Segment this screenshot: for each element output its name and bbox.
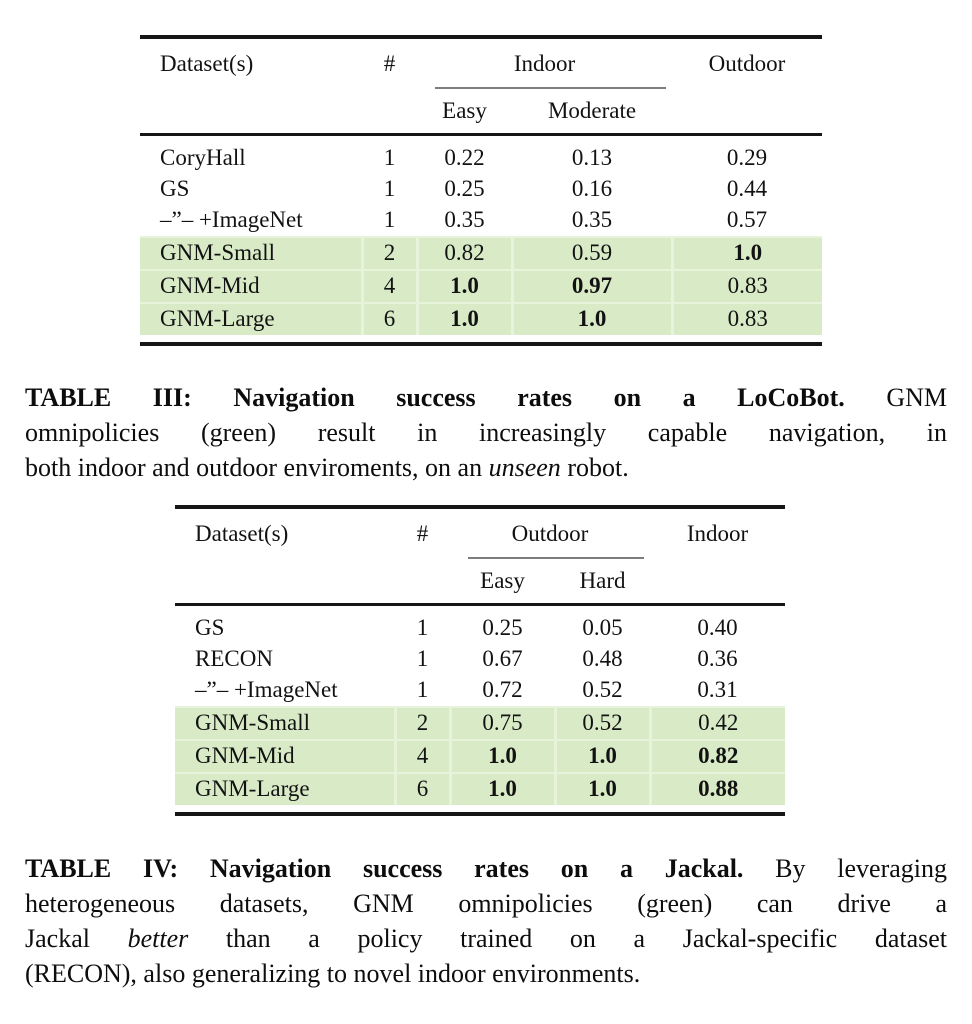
table-row [175,675,785,707]
dataset-cell: –”– +ImageNet [195,677,338,702]
value-cell: 0.52 [555,707,650,740]
table-row [140,143,822,174]
caption-text: (RECON), also generalizing to novel indoor environments. [25,959,641,988]
table-iv-caption [25,851,947,991]
value-cell: 1 [383,207,396,232]
dataset-cell: GNM-Large [140,303,362,335]
dataset-cell: RECON [195,646,273,671]
table-iii-header [140,37,822,134]
value-cell: 0.67 [482,646,523,671]
value-cell: 0.48 [582,646,623,671]
table-row [175,740,785,773]
table-row [140,205,822,237]
value-cell: 1.0 [417,270,512,303]
value-cell: 0.88 [650,773,785,805]
table-iii-caption [25,380,947,485]
col-header-easy: Easy [480,567,525,593]
value-cell: 0.57 [726,207,768,232]
col-header-outdoor: Outdoor [708,51,786,76]
value-cell: 0.82 [650,740,785,773]
value-cell: 1.0 [555,773,650,805]
value-cell: 1 [416,615,429,640]
value-cell: 1.0 [555,740,650,773]
value-cell: 1 [416,677,429,702]
caption-bold-text: TABLE III: Navigation success rates on a LoCoBot. [25,383,845,412]
value-cell: 2 [395,707,450,740]
value-cell: 4 [395,740,450,773]
value-cell: 0.82 [417,237,512,270]
value-cell: 1.0 [450,740,555,773]
table-iv-header [175,507,785,604]
caption-italic-text: better [127,924,189,953]
empty-cell [395,559,450,604]
value-cell: 0.25 [482,615,523,640]
col-header-count: # [416,521,429,546]
dataset-cell: GNM-Small [140,237,362,270]
caption-line [25,851,947,886]
table-row [140,174,822,205]
caption-text: omnipolicies (green) result in increasingly capable navigation, in [25,418,947,447]
group-label: Indoor [513,51,576,76]
value-cell: 0.44 [726,176,768,201]
value-cell: 0.31 [697,677,738,702]
spacer [140,335,822,344]
col-header-group-indoor [417,37,672,89]
caption-line [25,380,947,415]
value-cell: 0.35 [571,207,613,232]
value-cell: 0.75 [450,707,555,740]
caption-line [25,450,947,485]
caption-text: By leveraging [743,854,947,883]
value-cell: 2 [362,237,417,270]
value-cell: 1.0 [512,303,672,335]
col-header-group-outdoor [450,507,650,559]
caption-text: both indoor and outdoor enviroments, on an [25,453,489,482]
value-cell: 0.36 [697,646,738,671]
col-header-datasets: Dataset(s) [195,521,289,546]
col-header-count: # [383,51,396,76]
col-header-datasets: Dataset(s) [160,51,254,76]
value-cell: 0.40 [697,615,738,640]
value-cell: 0.42 [650,707,785,740]
table-iii-body [140,143,822,335]
value-cell: 0.22 [444,145,485,170]
value-cell: 0.35 [444,207,485,232]
caption-line [25,415,947,450]
value-cell: 1 [383,176,396,201]
value-cell: 1.0 [417,303,512,335]
value-cell: 0.83 [672,303,822,335]
table-row [140,237,822,270]
table-row [175,644,785,675]
table-iii [140,35,822,346]
value-cell: 1.0 [672,237,822,270]
col-header-hard: Hard [579,567,626,593]
value-cell: 0.29 [726,145,768,170]
value-cell: 6 [395,773,450,805]
value-cell: 1.0 [450,773,555,805]
value-cell: 6 [362,303,417,335]
value-cell: 1 [416,646,429,671]
caption-line [25,956,947,991]
caption-text: Jackal [25,924,128,953]
group-label: Outdoor [511,521,589,546]
value-cell: 0.52 [582,677,623,702]
caption-bold-text: TABLE IV: Navigation success rates on a Jackal. [25,854,744,883]
caption-line [25,886,947,921]
value-cell: 0.59 [512,237,672,270]
dataset-cell: CoryHall [160,145,246,170]
table-row [140,270,822,303]
table-row [175,773,785,805]
value-cell: 0.16 [571,176,613,201]
caption-text: robot. [560,453,629,482]
spacer [140,134,822,143]
table-row [175,707,785,740]
dataset-cell: GNM-Small [175,707,395,740]
dataset-cell: GNM-Mid [175,740,395,773]
caption-line [25,921,947,956]
table-row [140,303,822,335]
caption-italic-text: unseen [488,453,561,482]
caption-text: than a policy trained on a Jackal-specific dataset [188,924,948,953]
empty-cell [140,89,362,134]
dataset-cell: GNM-Large [175,773,395,805]
col-header-easy: Easy [442,97,487,123]
col-header-moderate: Moderate [547,97,637,123]
value-cell: 0.97 [512,270,672,303]
empty-cell [362,89,417,134]
value-cell: 0.72 [482,677,523,702]
caption-text: heterogeneous datasets, GNM omnipolicies (green) can drive a [25,889,947,918]
table-row [175,613,785,644]
spacer [175,805,785,814]
table-iv-body [175,613,785,805]
table-iv [175,505,785,816]
empty-cell [650,559,785,604]
value-cell: 0.83 [672,270,822,303]
caption-text: GNM [844,383,948,412]
spacer [175,604,785,613]
empty-cell [175,559,395,604]
dataset-cell: GS [160,176,190,201]
value-cell: 0.13 [571,145,613,170]
value-cell: 0.25 [444,176,485,201]
empty-cell [672,89,822,134]
dataset-cell: GNM-Mid [140,270,362,303]
dataset-cell: GS [195,615,225,640]
value-cell: 0.05 [582,615,623,640]
col-header-indoor: Indoor [686,521,749,546]
value-cell: 1 [383,145,396,170]
value-cell: 4 [362,270,417,303]
dataset-cell: –”– +ImageNet [160,207,303,232]
